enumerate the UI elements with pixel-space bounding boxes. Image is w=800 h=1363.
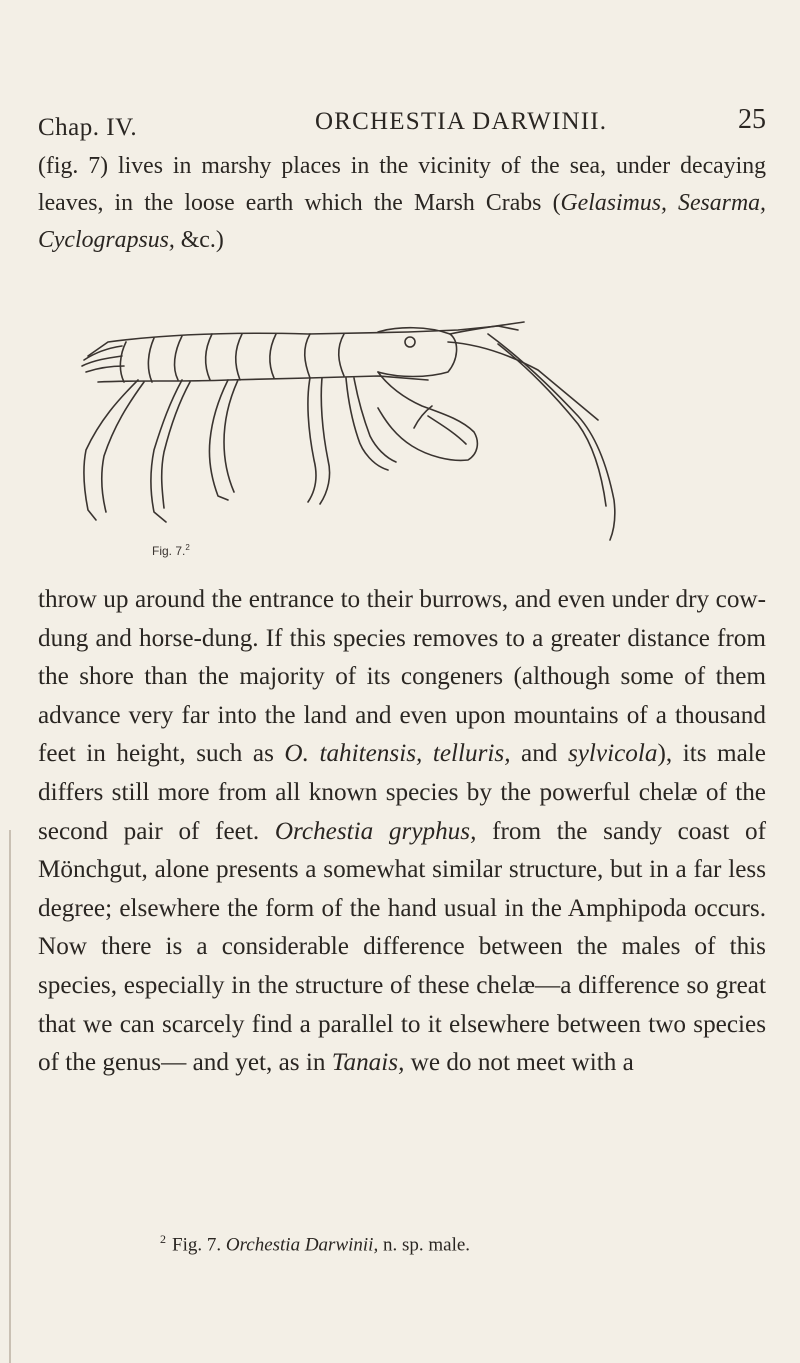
segment-line [339,334,344,376]
leg-long [488,334,615,540]
antenna-2 [448,342,598,420]
leg-5 [346,378,388,470]
leg-4 [308,378,316,502]
genus-name: Tanais, [331,1049,405,1077]
leg-3 [209,380,228,500]
footnote-text-1: Fig. 7. [172,1234,226,1256]
leg-2-inner [162,382,190,508]
segment-line [270,334,276,378]
body-text-1: throw up around the entrance to their burrows, and even under dry cow-dung and horse-dung. If this species removes to a greater distance from the shore than the majority of its congeners (although some of them advance very far into the land and even upon mountains of a thousand feet in height, such as [38,586,766,768]
leg-5-inner [354,378,396,462]
species-1: O. tahitensis, telluris, [284,740,511,768]
body-paragraph [38,581,766,1083]
segment-line [175,336,182,380]
leg-1-inner [102,382,144,512]
species-2: sylvicola [567,740,658,768]
caption-footnote-mark: 2 [185,543,190,552]
body-text-3: ), its male differs still more from all known species by the powerful chelæ of the second pair of feet. [38,740,766,845]
intro-text-2: &c.) [174,227,224,253]
page-edge-shadow [9,830,11,1363]
figure-7-illustration [78,320,646,544]
footnote-mark: 2 [160,1232,166,1246]
leg-long-inner [498,344,606,506]
segment-line [148,338,154,382]
intro-paragraph [38,148,766,259]
footnote [160,1232,470,1256]
segment-line [206,334,212,380]
section-title: ORCHESTIA DARWINII. [315,108,608,135]
leg-3-inner [224,380,238,492]
body-text-5: we do not meet with a [404,1049,634,1077]
tail [82,346,124,372]
figure-caption: Fig. 7.$^2$ [152,543,190,558]
species-3: Orchestia gryphus, [274,817,477,845]
chapter-label: Chap. IV. [38,114,138,141]
page-number: 25 [738,104,766,135]
segment-line [120,342,126,382]
leg-1 [84,380,138,520]
footnote-text-2: n. sp. male. [378,1234,471,1256]
head-outline [378,328,457,377]
chela-finger [428,416,466,444]
leg-4-inner [320,378,330,504]
body-text-4: from the sandy coast of Mönchgut, alone presents a somewhat similar structure, but in a far less degree; elsewhere the form of the hand usual in the Amphipoda occurs. Now there is a considerable difference between the males of this species, especially in the structure of these chelæ—a difference so great that we can scarcely find a parallel to it elsewhere between two species of the genus— and yet, as in [38,817,767,1077]
eye [405,337,415,347]
leg-2 [151,380,182,522]
intro-text-1: (fig. 7) lives in marshy places in the vicinity of the sea, under decaying leaves, in the loose earth which the Marsh Crabs ( [38,153,766,216]
segment-line [236,334,242,380]
footnote-species: Orchestia Darwinii, [225,1234,379,1256]
antenna [450,322,524,334]
body-underside [98,376,428,382]
running-head [38,104,766,140]
crab-genera: Gelasimus, Sesarma, Cyclograpsus, [38,190,766,253]
body-text-2: and [510,740,568,768]
segment-line [305,334,310,378]
